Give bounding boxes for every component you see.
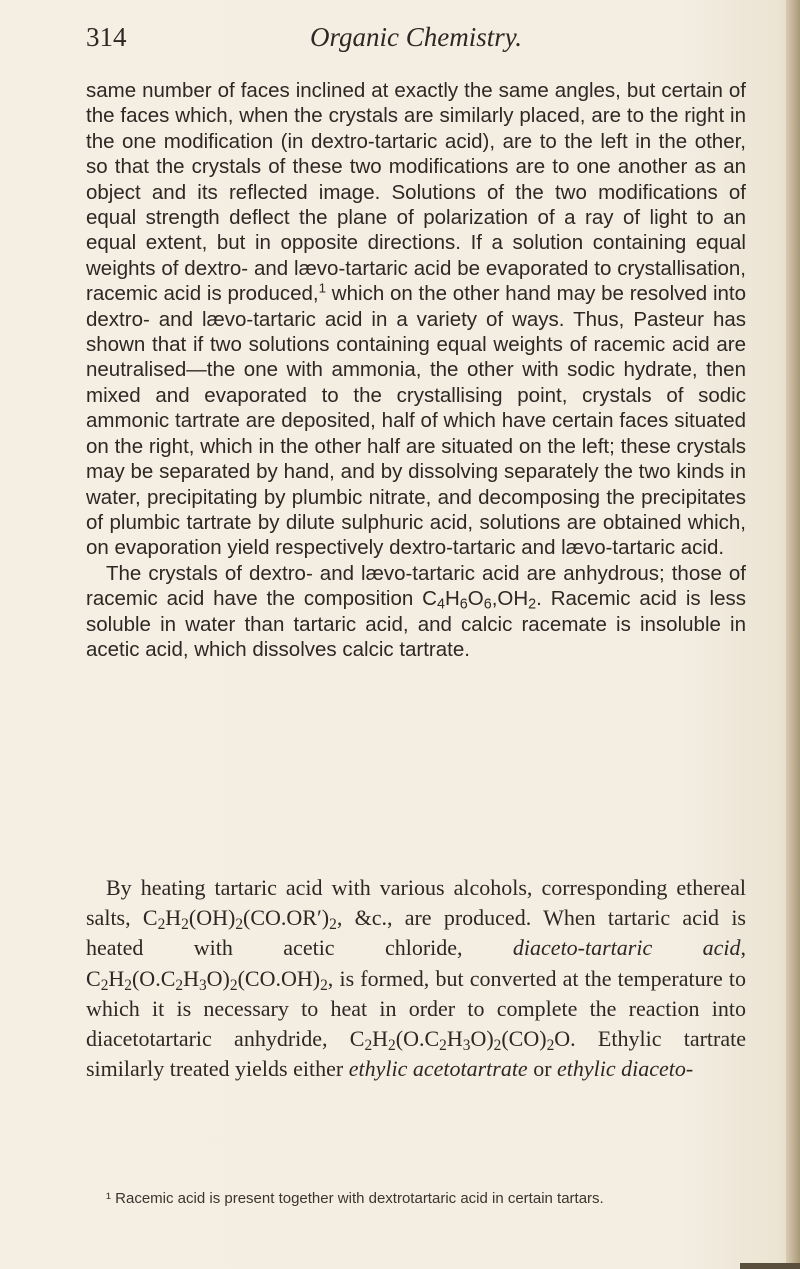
formula-part: (O.C — [395, 1026, 440, 1052]
formula-part: H — [372, 1026, 389, 1052]
formula-subscript: 2 — [528, 596, 537, 613]
formula-part: O — [554, 1026, 571, 1052]
formula-subscript: 2 — [546, 1036, 555, 1054]
footnote — [86, 1188, 746, 1209]
ethereal-salt-formula — [142, 905, 337, 934]
paragraph-3-text-b: , &c., are produced. When tartaric acid is heated with acetic chloride, — [86, 905, 746, 961]
formula-subscript: 4 — [436, 596, 445, 613]
formula-subscript: 3 — [462, 1036, 471, 1054]
formula-part: C — [422, 587, 437, 611]
formula-subscript: 2 — [175, 976, 184, 994]
formula-subscript: 2 — [329, 916, 337, 934]
page-edge-shadow — [786, 0, 800, 1269]
italic-term-ethylic-diaceto: ethylic diaceto- — [557, 1056, 694, 1082]
formula-part: O) — [470, 1026, 494, 1052]
footnote-reference: 1 — [318, 280, 327, 296]
formula-subscript: 2 — [439, 1036, 447, 1054]
formula-subscript: 2 — [388, 1036, 396, 1054]
paragraph-3-text-f: or — [527, 1056, 558, 1082]
body-text-large — [86, 873, 746, 1084]
formula-part: (OH) — [188, 905, 236, 931]
formula-subscript: 6 — [483, 596, 492, 613]
paragraph-1-text-a: same number of faces inclined at exactly the same angles, but certain of the faces which, when the crystals are similarly placed, are to the right in the one modification (in dextro-tartaric acid), are to the left in the other, so that the crystals of these two modifications are to one another as an object and its reflected image. Solutions of the two modifications of equal strength deflect the plane of polarization of a ray of light to an equal extent, but in opposite directions. If a solution containing equal weights of dextro- and lævo-tartaric acid be evaporated to crystallisation, racemic acid is produced, — [86, 79, 746, 306]
paragraph-3-text-d: , is formed, but converted at the temperature to which it is necessary to heat in order to complete the reaction into diacetotartaric anhydride, — [86, 965, 746, 1052]
formula-part: H — [165, 905, 182, 931]
formula-subscript: 3 — [198, 976, 207, 994]
formula-subscript: 2 — [100, 976, 109, 994]
formula-subscript: 2 — [235, 916, 244, 934]
formula-part: H — [446, 1026, 463, 1052]
footnote-marker: ¹ — [106, 1190, 111, 1207]
formula-part: (CO.OR′) — [243, 905, 330, 931]
formula-part: C — [349, 1026, 365, 1052]
racemic-formula — [422, 587, 537, 613]
paragraph-1-text-b: which on the other hand may be resolved into dextro- and lævo-tartaric acid in a variety of ways. Thus, Pasteur has shown that if two solutions containing equal weights of racemic acid are neutralised—the one with ammonia, the other with sodic hydrate, then mixed and evaporated to the crystallising point, crystals of sodic ammonic tartrate are deposited, half of which have certain faces situated on the right, which in the other half are situated on the left; these crystals may be separated by hand, and by dissolving separately the two kinds in water, precipitating by plumbic nitrate, and decomposing the precipitates of plumbic tartrate by dilute sulphuric acid, solutions are obtained which, on evaporation yield respectively dextro-tartaric and lævo-tartaric acid. — [86, 282, 747, 560]
paragraph-2-text-a: The crystals of dextro- and lævo-tartaric acid are anhydrous; those of racemic acid have the composition — [86, 561, 746, 611]
formula-subscript: 6 — [459, 596, 468, 613]
diacetotartaric-acid-formula — [86, 965, 328, 994]
formula-part: O) — [206, 965, 230, 991]
italic-term-ethylic-acetotartrate: ethylic acetotartrate — [348, 1056, 528, 1082]
formula-subscript: 2 — [229, 976, 238, 994]
paragraph-3-text-c: , — [740, 935, 746, 961]
footnote-body: Racemic acid is present together with dextrotartaric acid in certain tartars. — [111, 1190, 604, 1207]
page-corner-shadow — [740, 1263, 800, 1269]
formula-part: ,OH — [491, 587, 529, 611]
running-head: Organic Chemistry. — [310, 22, 522, 52]
formula-subscript: 2 — [157, 916, 166, 934]
paragraph-3 — [86, 873, 746, 1084]
formula-part: H — [108, 965, 125, 991]
paragraph-2-text-b: . Racemic acid is less soluble in water than tartaric acid, and calcic racemate is insoluble in acetic acid, which dissolves calcic tartrate. — [86, 587, 746, 661]
formula-subscript: 2 — [364, 1036, 373, 1054]
formula-part: O — [467, 587, 484, 611]
page-header — [86, 22, 746, 54]
italic-term-diacetotartaric-acid: diaceto-tartaric acid — [512, 935, 741, 961]
formula-part: (CO) — [501, 1026, 547, 1052]
formula-subscript: 2 — [124, 976, 132, 994]
formula-part: C — [86, 965, 101, 991]
anhydride-formula — [349, 1026, 571, 1054]
formula-part: C — [142, 905, 158, 931]
footnote-text — [86, 1188, 746, 1209]
formula-part: H — [183, 965, 199, 991]
paragraph-1 — [86, 78, 746, 561]
paragraph-3-text-a: By heating tartaric acid with various alcohols, corresponding ethereal salts, — [86, 875, 746, 931]
formula-part: (O.C — [131, 965, 176, 991]
formula-subscript: 2 — [320, 976, 328, 994]
page-number: 314 — [86, 22, 127, 52]
formula-part: (CO.OH) — [237, 965, 321, 991]
paragraph-3-text-e: . Ethylic tartrate similarly treated yields either — [86, 1026, 746, 1082]
formula-subscript: 2 — [181, 916, 189, 934]
body-text-small — [86, 78, 746, 662]
formula-part: H — [444, 587, 460, 611]
paragraph-2 — [86, 561, 746, 663]
formula-subscript: 2 — [493, 1036, 502, 1054]
